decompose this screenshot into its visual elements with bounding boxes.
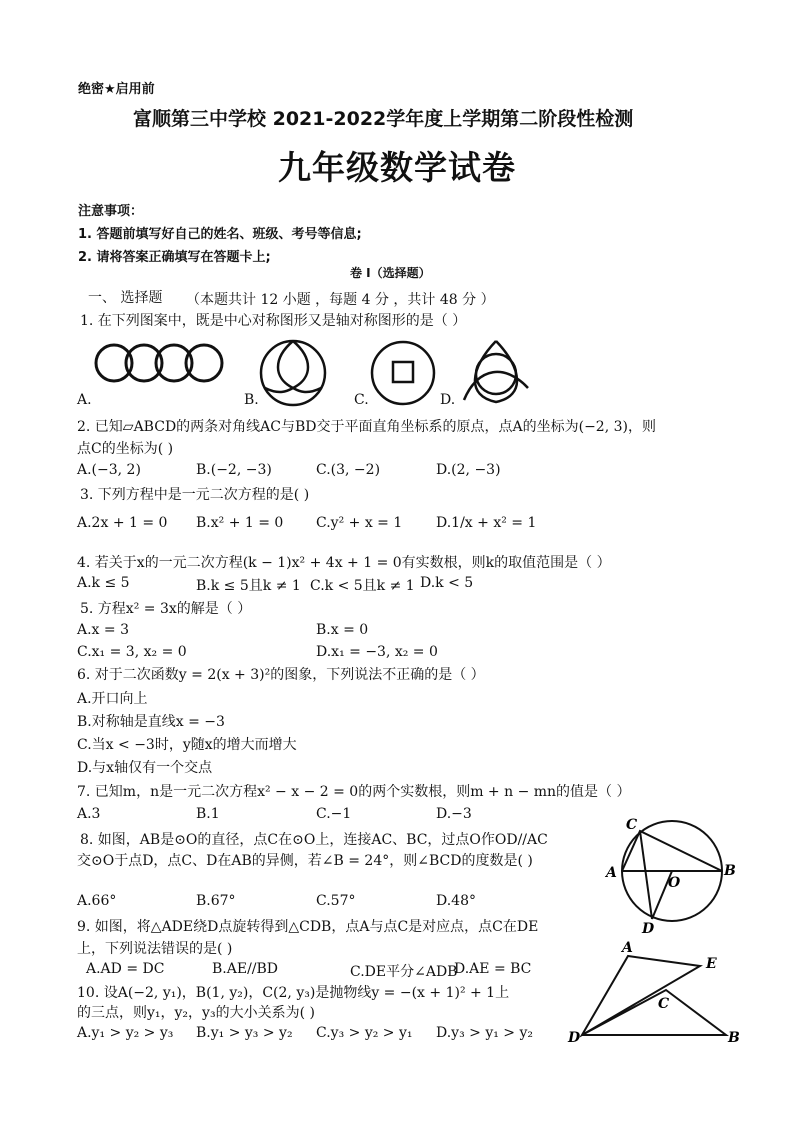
- option: D.(2, −3): [436, 462, 501, 478]
- option: D.与x轴仅有一个交点: [77, 760, 213, 776]
- question-stem-line2: 的三点，则y₁，y₂，y₃的大小关系为( ): [77, 1005, 315, 1021]
- diagram-label: A: [606, 865, 617, 881]
- option: B.1: [196, 806, 220, 822]
- option: D.AE = BC: [454, 961, 532, 977]
- volume-label: 卷 I（选择题）: [350, 266, 431, 280]
- notes-item: 1. 答题前填写好自己的姓名、班级、考号等信息;: [78, 227, 362, 242]
- triangle-diagram-q9: [566, 940, 746, 1050]
- olympic-rings-figure: [90, 338, 240, 408]
- option: A.开口向上: [77, 691, 148, 707]
- option: A.(−3, 2): [77, 462, 141, 478]
- circle-diagram-q8: [600, 815, 740, 935]
- option: A.k ≤ 5: [77, 575, 130, 591]
- question-stem-line2: 上，下列说法错误的是( ): [77, 941, 233, 957]
- option: A.AD = DC: [86, 961, 165, 977]
- question-stem: 6. 对于二次函数y = 2(x + 3)²的图象，下列说法不正确的是（ ）: [77, 667, 485, 683]
- option: A.66°: [77, 893, 117, 909]
- option: C.k < 5且k ≠ 1: [310, 578, 415, 594]
- option: B.67°: [196, 893, 236, 909]
- option: B.x² + 1 = 0: [196, 515, 284, 531]
- option: D.1/x + x² = 1: [436, 515, 537, 531]
- page-title: 九年级数学试卷: [278, 148, 516, 187]
- school-line: 富顺第三中学校 2021-2022学年度上学期第二阶段性检测: [133, 108, 634, 130]
- option: C.当x < −3时，y随x的增大而增大: [77, 737, 297, 753]
- option: C.y₃ > y₂ > y₁: [316, 1025, 413, 1041]
- option: D.−3: [436, 806, 472, 822]
- diagram-label: D: [642, 921, 655, 935]
- question-stem: 1. 在下列图案中，既是中心对称图形又是轴对称图形的是（ ）: [80, 313, 467, 329]
- option: A.: [77, 392, 92, 408]
- triquetra-figure: [456, 338, 536, 410]
- option: B.对称轴是直线x = −3: [77, 714, 225, 730]
- option: D.x₁ = −3, x₂ = 0: [316, 644, 438, 660]
- option: B.: [244, 392, 259, 408]
- question-stem: 10. 设A(−2, y₁)，B(1, y₂)，C(2, y₃)是抛物线y = −(x + 1)² + 1上: [77, 985, 510, 1001]
- diagram-label: A: [622, 940, 633, 956]
- question-stem: 8. 如图，AB是⊙O的直径，点C在⊙O上，连接AC、BC，过点O作OD//AC: [80, 832, 548, 848]
- option: C.y² + x = 1: [316, 515, 403, 531]
- option: C.57°: [316, 893, 356, 909]
- option: C.−1: [316, 806, 352, 822]
- option: D.y₃ > y₁ > y₂: [436, 1025, 534, 1041]
- option: C.x₁ = 3, x₂ = 0: [77, 644, 187, 660]
- coin-figure: [368, 340, 440, 412]
- notes-heading: 注意事项：: [78, 204, 144, 219]
- option: B.(−2, −3): [196, 462, 272, 478]
- question-stem: 7. 已知m，n是一元二次方程x² − x − 2 = 0的两个实数根，则m + n − mn的值是（ ）: [77, 784, 631, 800]
- diagram-label: B: [724, 863, 736, 879]
- option: B.k ≤ 5且k ≠ 1: [196, 578, 301, 594]
- diagram-label: D: [568, 1030, 581, 1046]
- diagram-label: O: [668, 875, 681, 891]
- question-stem: 3. 下列方程中是一元二次方程的是( ): [80, 487, 310, 503]
- question-stem: 5. 方程x² = 3x的解是（ ）: [80, 601, 252, 617]
- diagram-label: E: [706, 956, 717, 972]
- diagram-label: C: [658, 996, 670, 1012]
- part-label: 一、 选择题: [88, 290, 163, 306]
- option: B.y₁ > y₃ > y₂: [196, 1025, 293, 1041]
- option: D.k < 5: [420, 575, 474, 591]
- option: A.2x + 1 = 0: [77, 515, 168, 531]
- question-stem: 4. 若关于x的一元二次方程(k − 1)x² + 4x + 1 = 0有实数根，则k的取值范围是（ ）: [77, 555, 611, 571]
- question-stem-line2: 点C的坐标为( ): [77, 441, 174, 457]
- option: B.x = 0: [316, 622, 369, 638]
- option: A.3: [77, 806, 101, 822]
- option: C.DE平分∠ADB: [350, 964, 458, 980]
- option: D.48°: [436, 893, 476, 909]
- secret-mark: 绝密★启用前: [78, 82, 155, 97]
- diagram-label: B: [728, 1030, 740, 1046]
- option: A.y₁ > y₂ > y₃: [77, 1025, 174, 1041]
- option: D.: [440, 392, 456, 408]
- trefoil-circle-figure: [257, 338, 329, 410]
- question-stem-line2: 交⊙O于点D，点C、D在AB的异侧，若∠B = 24°，则∠BCD的度数是( ): [77, 853, 533, 869]
- part-desc: （本题共计 12 小题 ，每题 4 分 ，共计 48 分 ）: [186, 292, 495, 308]
- option: C.: [354, 392, 369, 408]
- option: A.x = 3: [77, 622, 129, 638]
- question-stem: 9. 如图，将△ADE绕D点旋转得到△CDB，点A与点C是对应点，点C在DE: [77, 919, 539, 935]
- notes-item: 2. 请将答案正确填写在答题卡上;: [78, 250, 271, 265]
- option: B.AE//BD: [212, 961, 279, 977]
- question-stem: 2. 已知▱ABCD的两条对角线AC与BD交于平面直角坐标系的原点，点A的坐标为(−2, 3)，则: [77, 419, 656, 435]
- diagram-label: C: [626, 817, 638, 833]
- option: C.(3, −2): [316, 462, 381, 478]
